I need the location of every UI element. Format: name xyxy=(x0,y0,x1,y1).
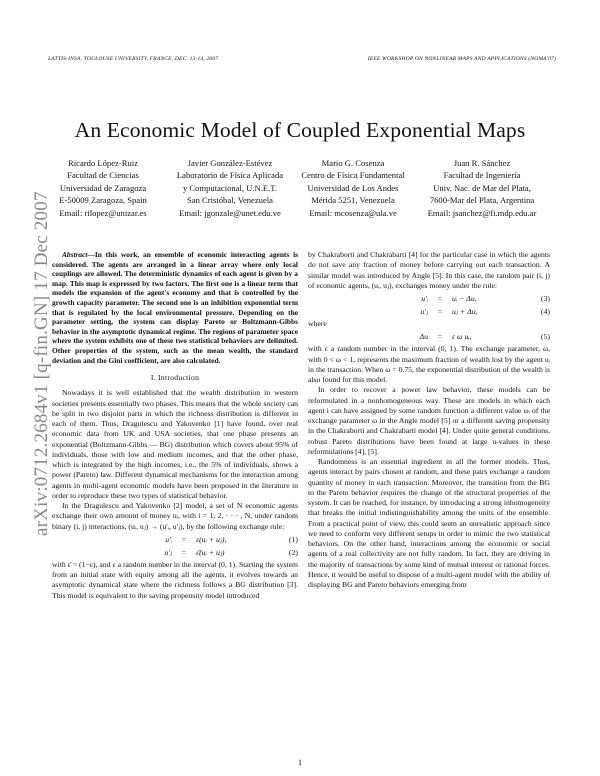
author-name: Mario G. Cosenza xyxy=(321,158,385,168)
author-address: 7600-Mar del Plata, Argentina xyxy=(429,195,535,206)
author-affiliation: Facultad de Ciencias xyxy=(67,170,139,181)
abstract xyxy=(52,250,298,365)
equation xyxy=(308,293,550,304)
equation-rhs: ε ω uᵢ, xyxy=(452,332,472,342)
author-block xyxy=(160,157,300,219)
author-affiliation: Centro de Física Fundamental xyxy=(301,170,405,181)
equation xyxy=(52,547,298,558)
author-affiliation: Facultad de Ingeniería xyxy=(443,170,521,181)
equals-sign: = xyxy=(437,307,443,316)
author-address: Mérida 5251, Venezuela xyxy=(311,195,395,206)
left-column xyxy=(52,250,298,601)
right-column xyxy=(308,250,550,590)
author-affiliation: Laboratorio de Física Aplicada xyxy=(176,170,284,181)
equation-rhs: uᵢ − Δu, xyxy=(452,294,477,303)
equation-lhs: Δu xyxy=(419,332,428,342)
running-head-right: IEEE WORKSHOP ON NONLINEAR MAPS AND APPLICATIONS (NOMA'07) xyxy=(367,56,556,62)
where-label: where xyxy=(308,319,327,328)
author-email: Email: rilopez@unizar.es xyxy=(59,207,147,218)
author-affiliation: Universidad de Zaragoza xyxy=(59,182,147,193)
author-affiliation: Universidad de Los Andes xyxy=(307,182,399,193)
paragraph: Nowadays it is well established that the wealth distribution in western societies presents essentially two phases. This means that the whole society can be split in two disjoint parts in which the richness distribution is different in each of them. Thus, Dragulescu and Yakovenko [1] have found, over real economic data from UK and USA societies, that one phase presents an exponential (Boltzmann-Gibbs — BG) distribution which covers about 95% of individuals, those with low and medium incomes, and that the other phase, which is integrated by the high incomes, i.e., the 5% of individuals, shows a power (Pareto) law. Different dynamical mechanisms for the interaction among agents in multi-agent economic models have been proposed in the literature in order to reproduce these two types of statistical behavior. xyxy=(52,388,298,500)
equation-number: (3) xyxy=(540,294,550,303)
equation-number: (5) xyxy=(540,332,550,342)
equation xyxy=(52,534,298,545)
author-email: Email: mcosenza@ula.ve xyxy=(309,207,397,218)
author-block xyxy=(412,157,552,219)
paragraph: In the Dragulescu and Yakovenko [2] model, a set of N economic agents exchange their own amount of money uᵢ, with i = 1, 2, · · · , N, under random binary (i, j) interactions, (uᵢ, uⱼ) → (u'ᵢ, u'ⱼ), by the following exchange rule: xyxy=(52,501,298,531)
equals-sign: = xyxy=(437,332,443,342)
equation-rhs: ε̄(uᵢ + uⱼ) xyxy=(196,547,225,557)
author-name: Javier González-Estévez xyxy=(187,158,273,168)
author-email: Email: jsanchez@fi.mdp.edu.ar xyxy=(427,207,537,218)
equation-number: (1) xyxy=(288,534,298,544)
paragraph: with ε̄ = (1−ε), and ε a random number in the interval (0, 1). Starting the system from an initial state with equity among all the agents, it evolves towards an asymptotic dynamical state where the richness follows a BG distribution [3]. This model is equivalent to the saving propensity model introduced xyxy=(52,559,298,600)
author-name: Juan R. Sánchez xyxy=(453,158,511,168)
equation-number: (4) xyxy=(540,307,550,316)
equation xyxy=(308,331,550,342)
equation-lhs: u'ⱼ xyxy=(420,307,428,316)
author-name: Ricardo López-Ruiz xyxy=(68,158,138,168)
equation-lhs: u'ⱼ xyxy=(164,547,172,557)
page-number: 1 xyxy=(298,758,302,767)
equation-lhs: u'ᵢ xyxy=(165,534,172,544)
section-heading: I. Introduction xyxy=(150,373,200,383)
arxiv-stamp xyxy=(8,178,52,538)
arxiv-stamp-text: arXiv:0712.2684v1 [q-fin.GN] 17 Dec 2007 xyxy=(31,191,52,536)
author-block xyxy=(43,157,163,219)
paragraph: Randomness is an essential ingredient in all the former models. Thus, agents interact by pairs chosen at random, and these pairs exchange a random quantity of money in each transaction. Moreover, the transition from the BG to the Pareto behavior requires the change of the structural properties of the system. It can be reached, for instance, by introducing a strong inhomogeneity that breaks the initial indistinguishability among the units of the ensemble. From a practical point of view, this could seem an unrealistic approach since we need to conform very different setups in order to mimic the two statistical behaviors. On the other hand, interactions among the economic or social agents of a real collectivity are not fully random. In fact, they are driving in the majority of transactions by some kind of mutual interest or rational forces. Hence, it would be useful to dispose of a multi-agent model with the ability of displaying BG and Pareto behaviors emerging from xyxy=(308,457,550,589)
author-affiliation: y Computacional, U.N.E.T. xyxy=(182,182,278,193)
equation-number: (2) xyxy=(288,547,298,557)
running-head-left: LATTIS-INSA, TOULOUSE UNIVERSITY, FRANCE, DEC. 13-14, 2007 xyxy=(48,56,219,62)
paragraph: by Chakraborti and Chakrabarti [4] for the particular case in which the agents do not save any fraction of money before carrying out each transaction. A similar model was introduced by Angle [5]. In this case, the random pair (i, j) of economic agents, (uᵢ, uⱼ), exchanges money under the rule: xyxy=(308,250,550,290)
author-affiliation: Univ. Nac. de Mar del Plata, xyxy=(433,182,531,193)
equation-rhs: uⱼ + Δu, xyxy=(452,307,478,316)
author-address: San Cristóbal, Venezuela xyxy=(187,195,273,206)
abstract-lead: Abstract xyxy=(62,250,88,259)
equals-sign: = xyxy=(437,294,443,303)
author-address: E-50009 Zaragoza, Spain xyxy=(59,195,147,206)
equation xyxy=(308,306,550,317)
paragraph: In order to recover a power law behavior, these models can be reformulated in a nonhomogeneous way. These are models in which each agent i can have assigned by some random function a different value ωᵢ of the exchange parameter ω in the Angle model [5] or a different saving propensity in the Chakraborti and Chakrabarti model [4]. Under quite general conditions, robust Pareto distributions have been found at large u-values in these reformulations [4], [5]. xyxy=(308,385,550,456)
author-block xyxy=(283,157,423,219)
author-email: Email: jgonzale@unet.edu.ve xyxy=(179,207,281,218)
equals-sign: = xyxy=(181,534,187,544)
abstract-text: —In this work, an ensemble of economic interacting agents is considered. The agents are arranged in a linear array where only local couplings are allowed. The deterministic dynamics of each agent is given by a map. This map is expressed by two factors. The first one is a linear term that models the expansion of the agent's economy and that is controlled by the growth capacity parameter. The second one is an inhibition exponential term that is regulated by the local environmental pressure. Depending on the parameter setting, the system can display Pareto or Boltzmann-Gibbs behavior in the asymptotic dynamical regime. The regions of parameter space where the system exhibits one of these two statistical behaviors are delimited. Other properties of the system, such as the mean wealth, the standard deviation and the Gini coefficient, are also calculated. xyxy=(52,250,298,365)
equation-rhs: ε(uᵢ + uⱼ), xyxy=(196,534,227,544)
paragraph: with ε a random number in the interval (0, 1). The exchange parameter, ω, with 0 < ω < 1, represents the maximum fraction of wealth lost by the agent uᵢ in the transaction. When ω = 0.75, the exponential distribution of the wealth is also found for this model. xyxy=(308,344,550,384)
paper-title: An Economic Model of Coupled Exponential Maps xyxy=(74,118,526,142)
equation-lhs: u'ᵢ xyxy=(421,294,428,303)
equals-sign: = xyxy=(181,547,187,557)
